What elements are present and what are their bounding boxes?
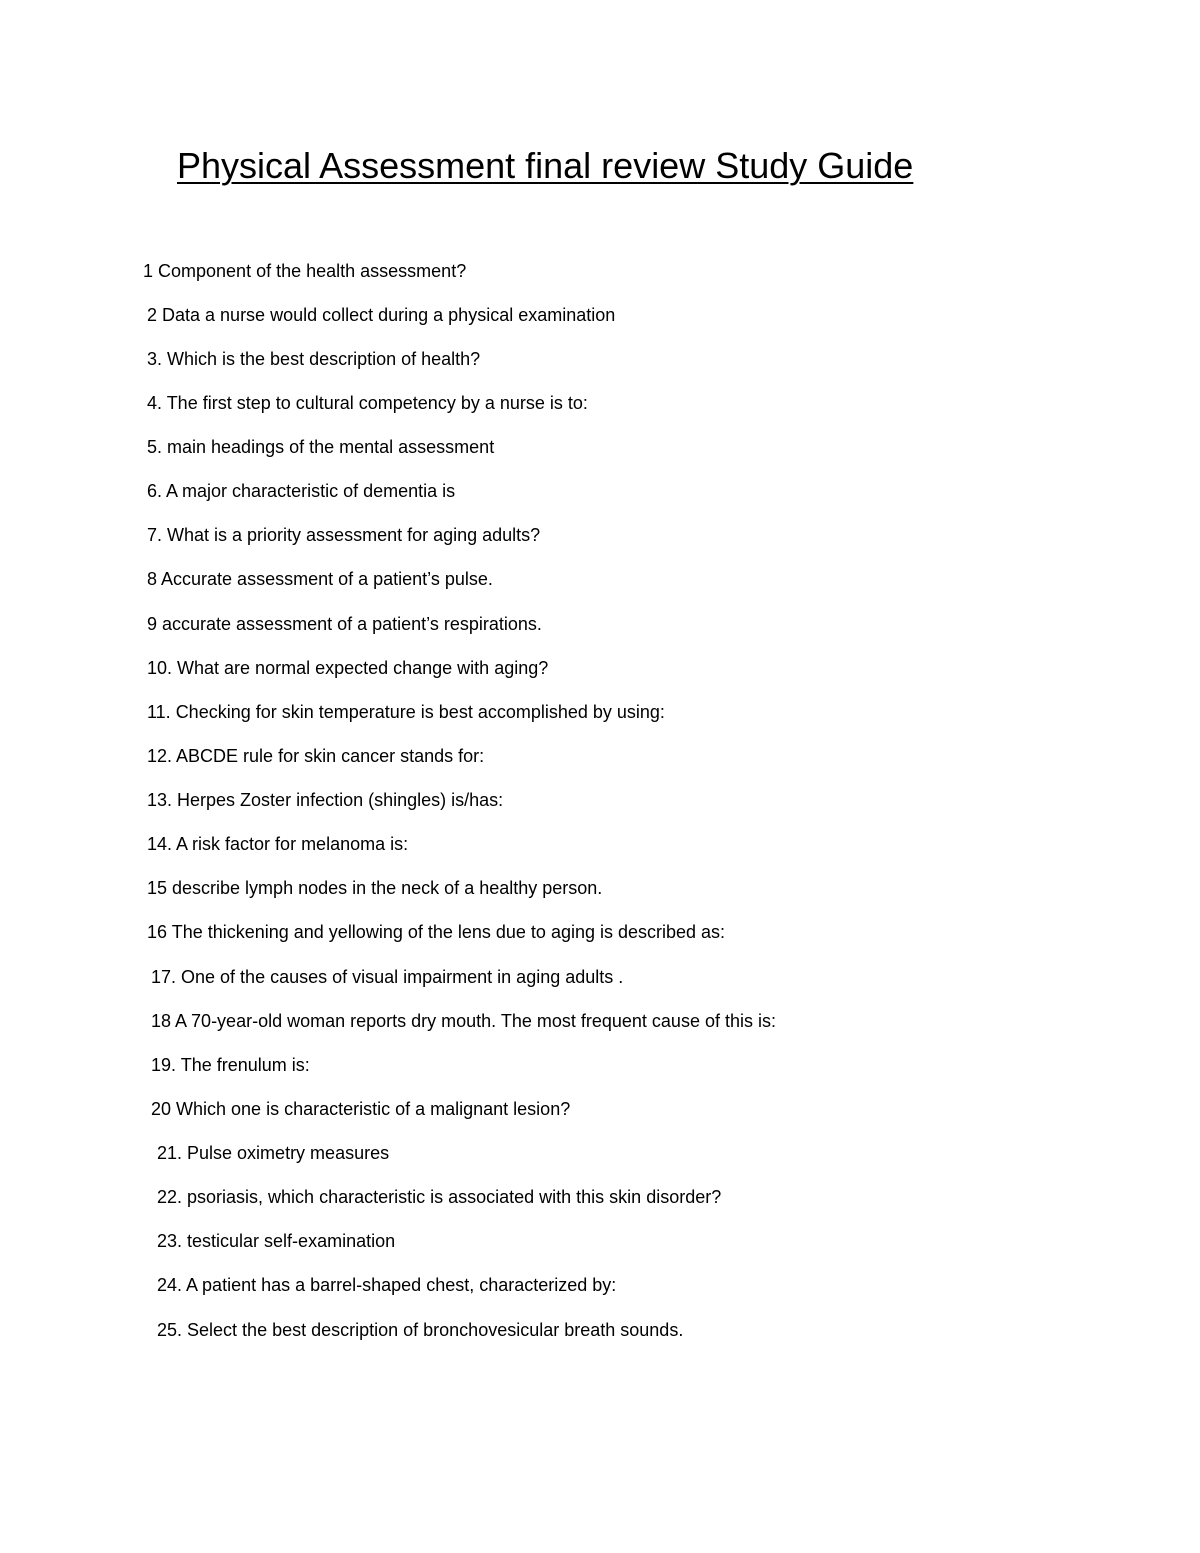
question-item: 21. Pulse oximetry measures [157,1143,390,1163]
question-item: 17. One of the causes of visual impairment in aging adults . [151,967,624,987]
question-item: 23. testicular self-examination [157,1231,396,1251]
question-item: 2 Data a nurse would collect during a physical examination [147,305,616,325]
question-item: 8 Accurate assessment of a patient’s pulse. [147,569,493,589]
question-item: 7. What is a priority assessment for aging adults? [147,525,541,545]
question-item: 12. ABCDE rule for skin cancer stands for: [147,746,485,766]
question-item: 4. The first step to cultural competency by a nurse is to: [147,393,588,413]
question-item: 13. Herpes Zoster infection (shingles) is/has: [147,790,504,810]
question-item: 15 describe lymph nodes in the neck of a healthy person. [147,878,603,898]
question-item: 24. A patient has a barrel-shaped chest, characterized by: [157,1275,617,1295]
question-item: 5. main headings of the mental assessment [147,437,495,457]
question-item: 22. psoriasis, which characteristic is associated with this skin disorder? [157,1187,722,1207]
question-item: 10. What are normal expected change with aging? [147,658,549,678]
question-item: 3. Which is the best description of health? [147,349,481,369]
question-item: 11. Checking for skin temperature is best accomplished by using: [147,702,665,722]
question-item: 1 Component of the health assessment? [143,261,467,281]
question-item: 16 The thickening and yellowing of the lens due to aging is described as: [147,922,726,942]
question-item: 14. A risk factor for melanoma is: [147,834,409,854]
question-item: 25. Select the best description of bronchovesicular breath sounds. [157,1320,684,1340]
question-item: 19. The frenulum is: [151,1055,310,1075]
document-title: Physical Assessment final review Study Guide [177,145,914,186]
question-item: 9 accurate assessment of a patient’s respirations. [147,614,542,634]
question-item: 20 Which one is characteristic of a malignant lesion? [151,1099,571,1119]
question-item: 18 A 70-year-old woman reports dry mouth. The most frequent cause of this is: [151,1011,776,1031]
question-item: 6. A major characteristic of dementia is [147,481,456,501]
